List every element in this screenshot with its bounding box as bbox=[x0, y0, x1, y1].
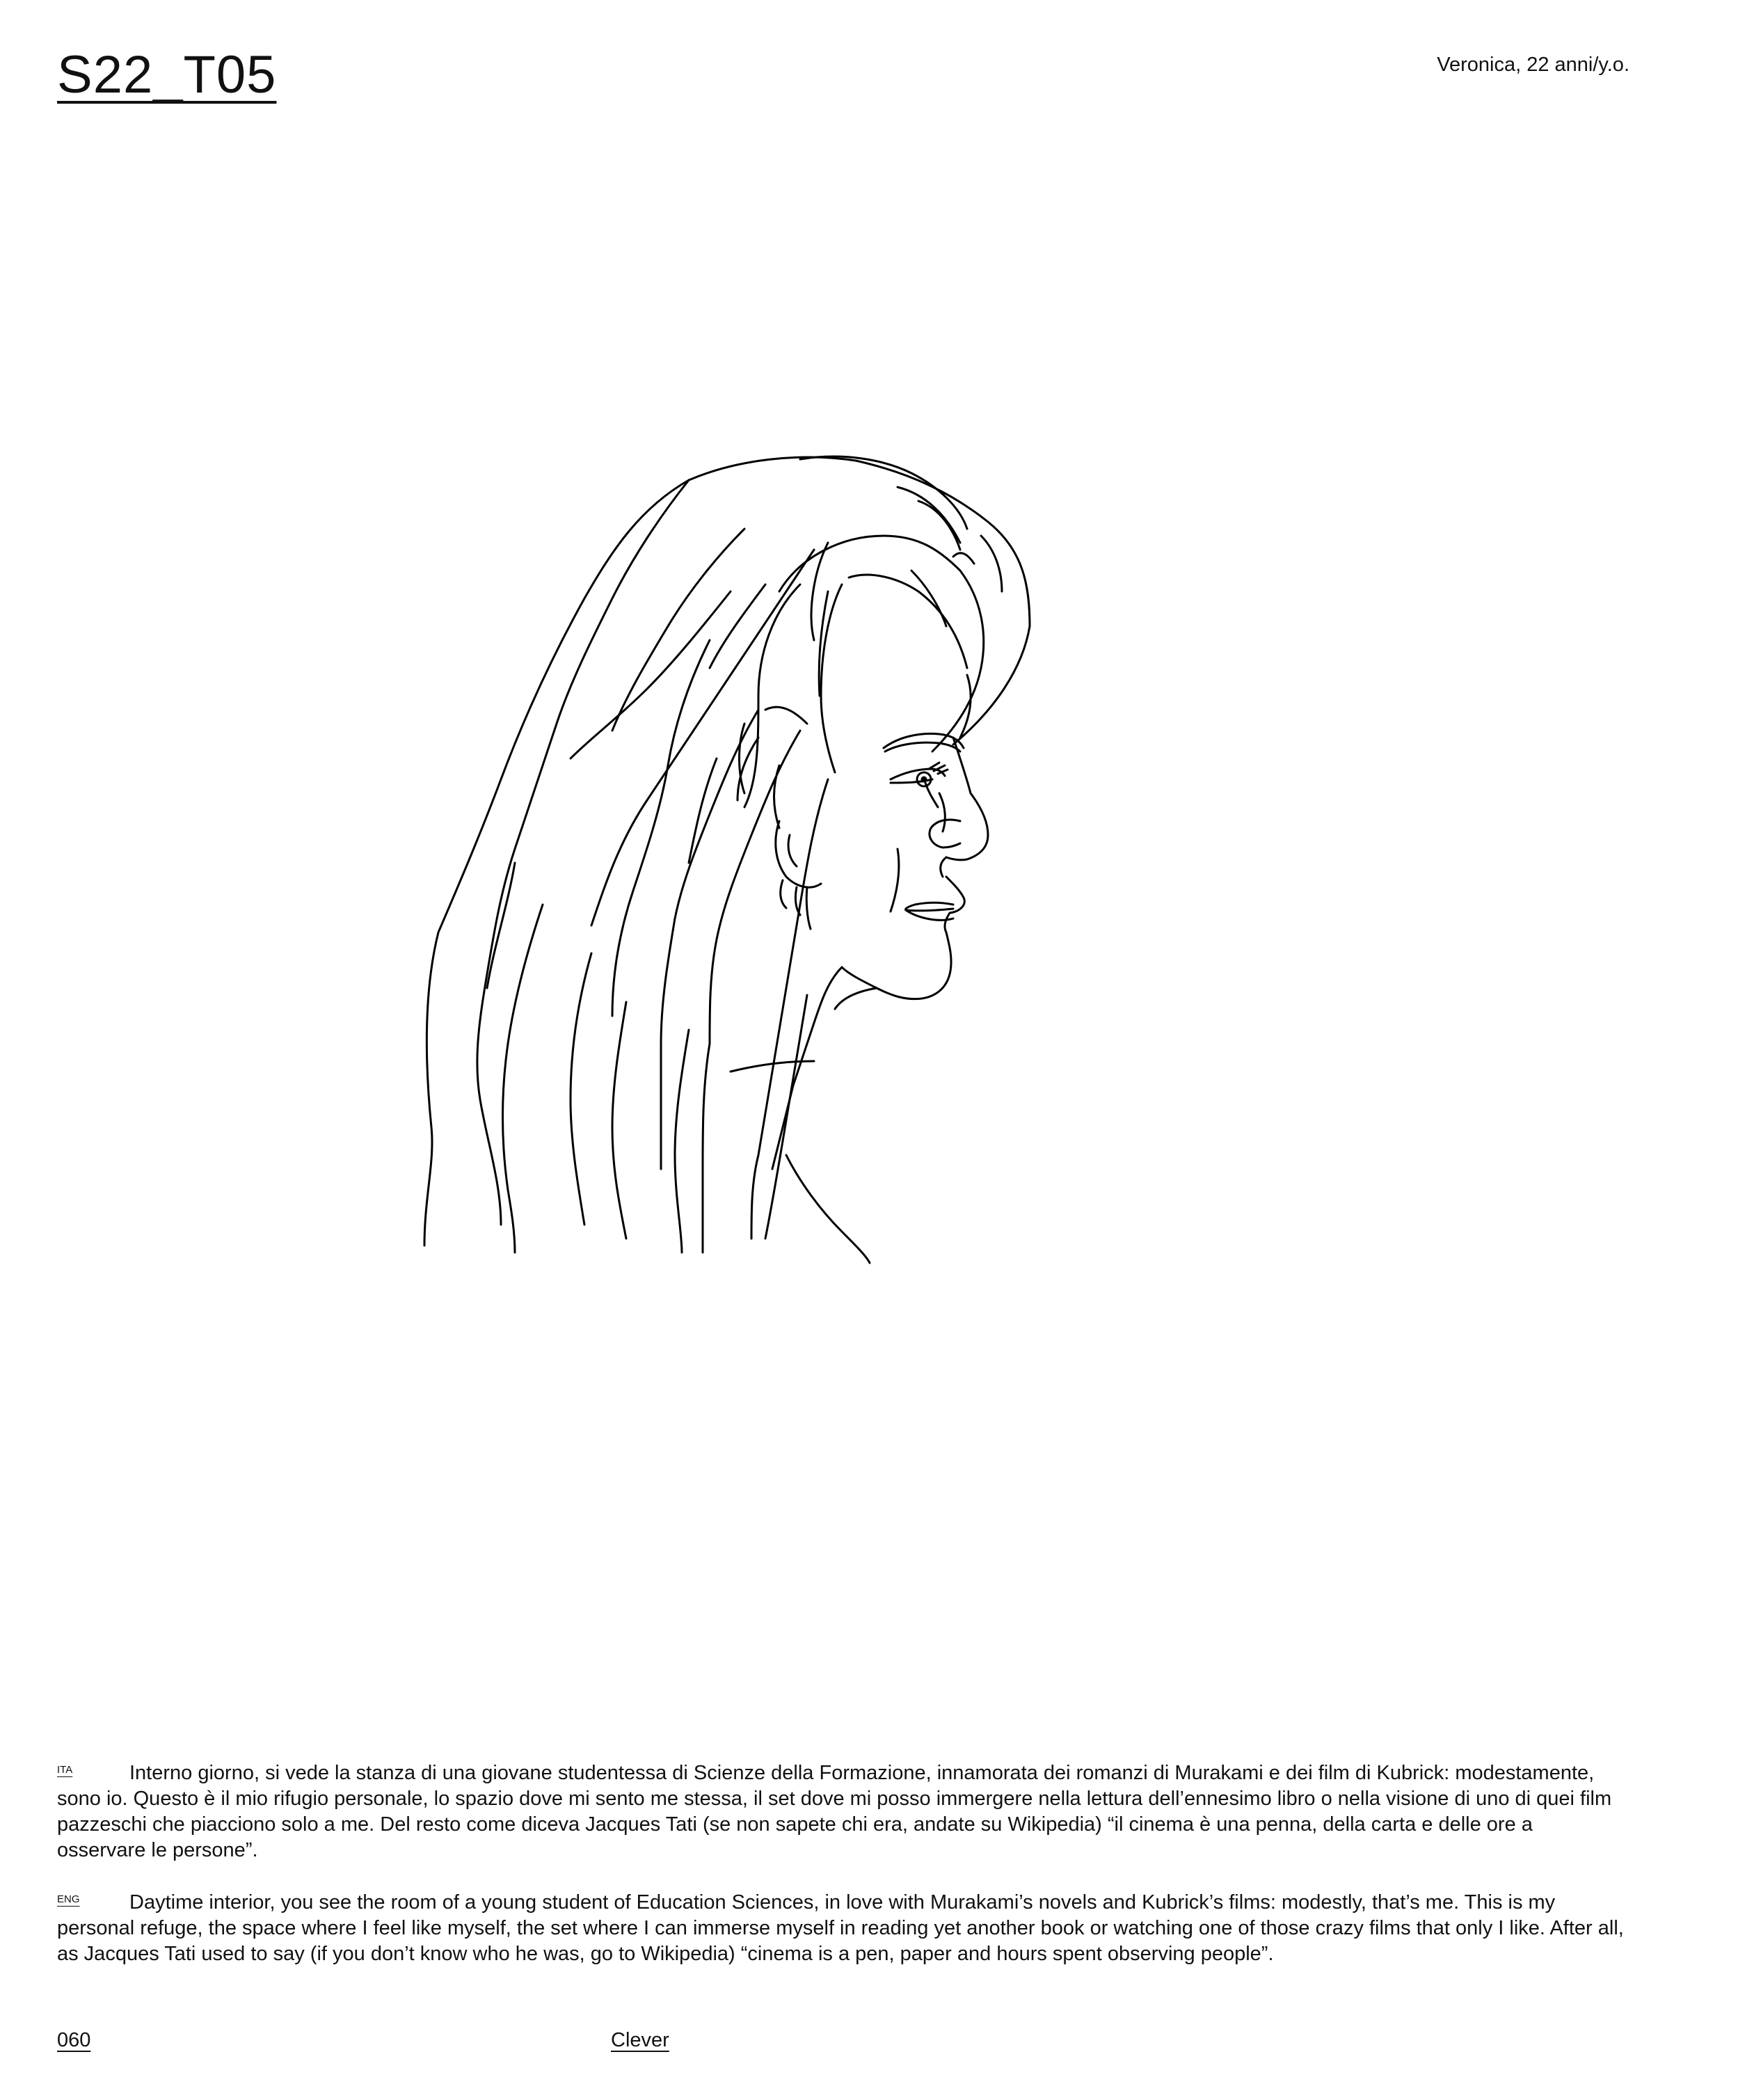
italian-body: Interno giorno, si vede la stanza di una giovane studentessa di Scienze della Formazione, innamorata dei romanzi di Murakami e dei film di Kubrick: modestamente, sono io. Questo è il mio rifugio personale, lo spazio dove mi sento me stessa, il set dove mi posso immergere nella lettura dell’ennesimo libro o nella visione di uno di quei film pazzeschi che piacciono solo a me. Del resto come diceva Jacques Tati (se non sapete chi era, andate su Wikipedia) “il cinema è una penna, della carta e delle ore a osservare le persone”. bbox=[57, 1762, 1612, 1861]
ita-language-tag: ITA bbox=[57, 1764, 73, 1776]
subject-caption: Veronica, 22 anni/y.o. bbox=[1437, 54, 1629, 76]
english-body: Daytime interior, you see the room of a young student of Education Sciences, in love with Murakami’s novels and Kubrick’s films: modestly, that’s me. This is my personal refuge, the space where I feel like myself, the set where I can immerse myself in reading yet another book or watching one of those crazy films that only I like. After all, as Jacques Tati used to say (if you don’t know who he was, go to Wikipedia) “cinema is a pen, paper and hours spent observing people”. bbox=[57, 1891, 1624, 1965]
italian-paragraph bbox=[57, 1760, 1625, 1863]
eng-language-tag: ENG bbox=[57, 1893, 80, 1905]
page-number: 060 bbox=[57, 2029, 91, 2051]
page-title: S22_T05 bbox=[57, 45, 277, 104]
section-name: Clever bbox=[611, 2029, 669, 2051]
line-portrait-woman-profile-icon bbox=[410, 431, 1287, 1378]
english-paragraph bbox=[57, 1890, 1625, 1967]
